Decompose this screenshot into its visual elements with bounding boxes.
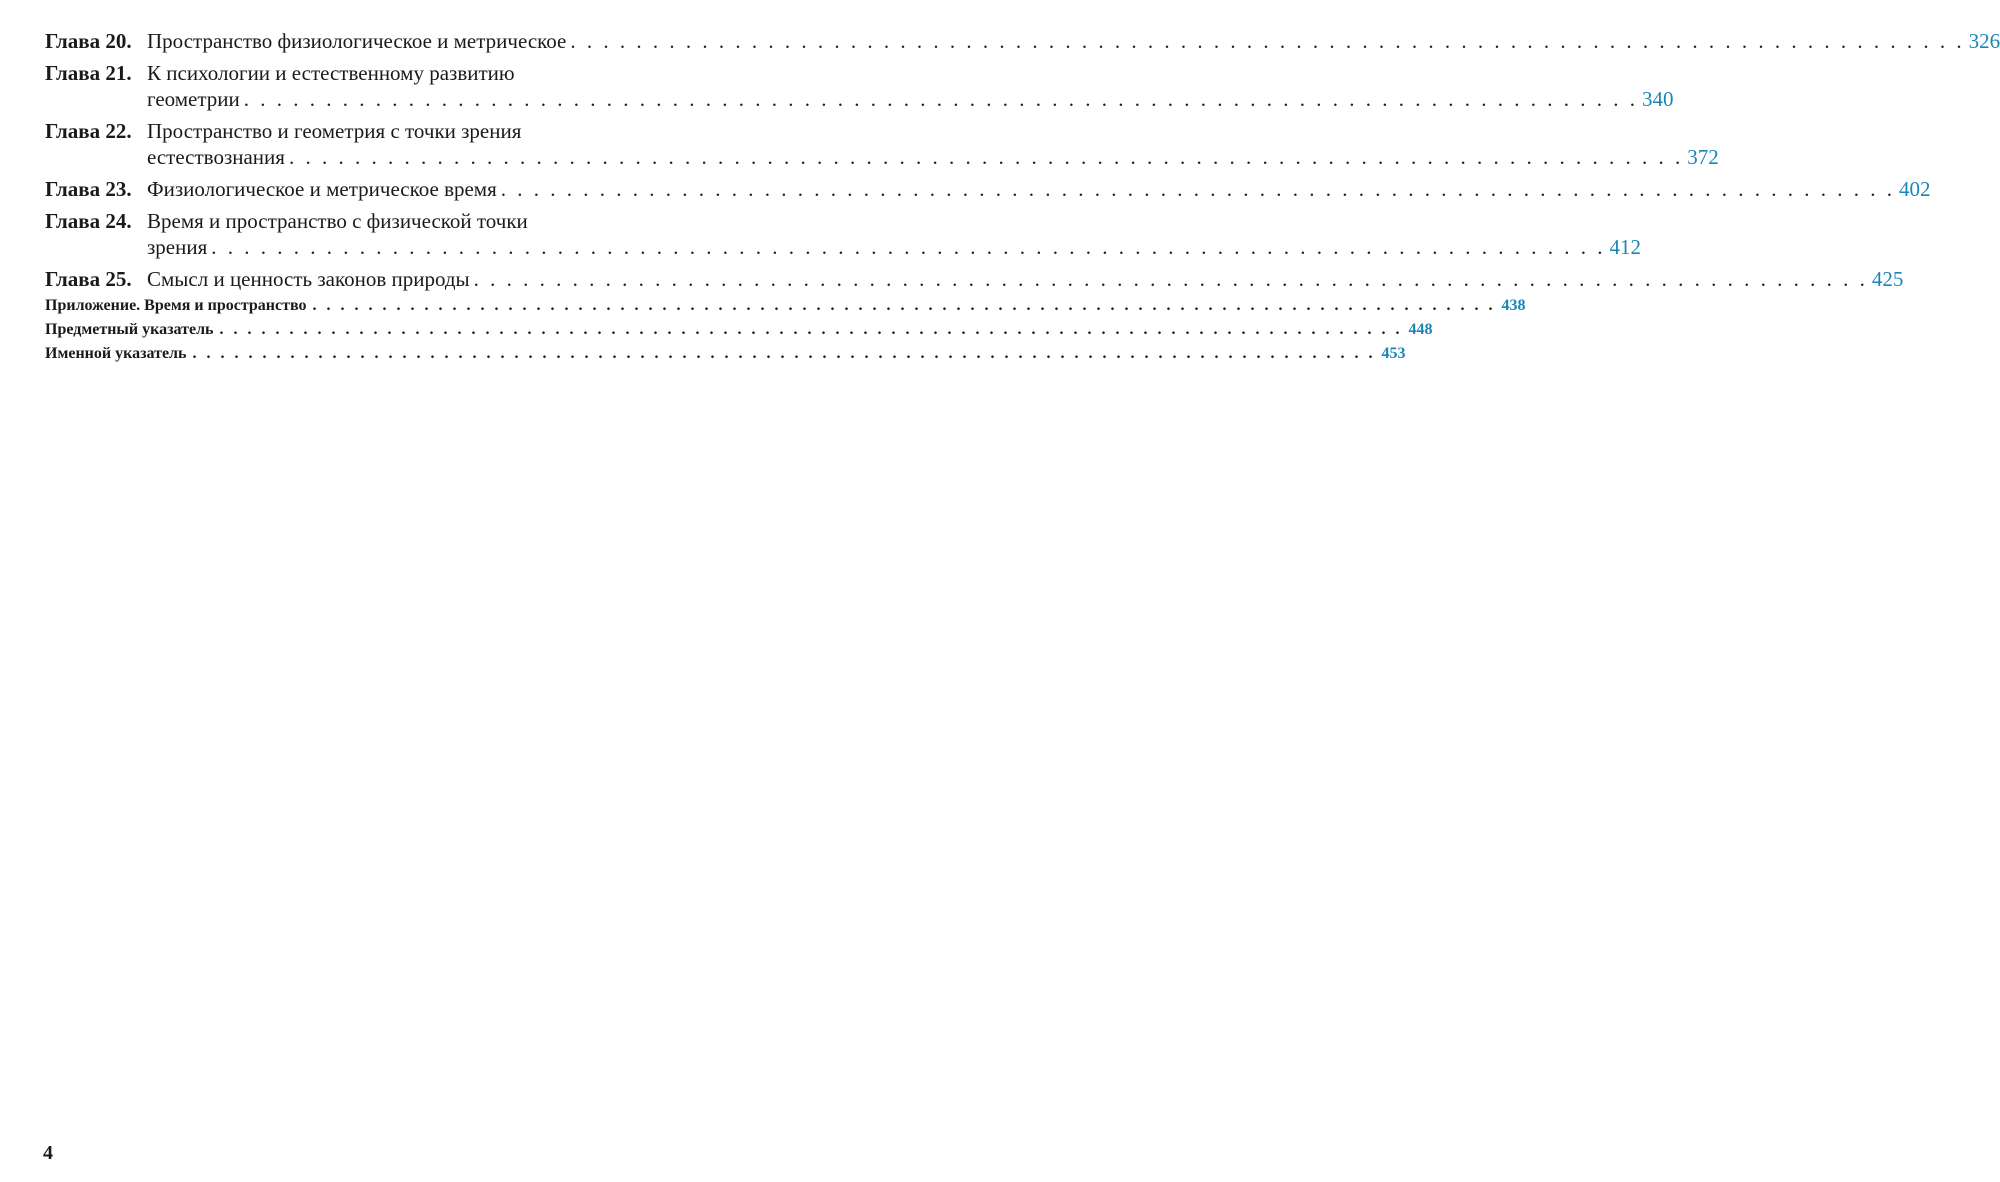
chapter-label: Глава 25. (45, 267, 132, 291)
toc-entry-chapter-22[interactable] (45, 118, 1719, 170)
appendix-title: Приложение. Время и пространство (45, 297, 307, 314)
page-link[interactable]: 340 (1642, 87, 1674, 111)
page-link[interactable]: 372 (1687, 145, 1719, 169)
subject-index-title: Предметный указатель (45, 321, 214, 338)
toc-entry-chapter-20[interactable] (45, 28, 2000, 54)
page-link[interactable]: 412 (1609, 235, 1642, 259)
dot-leader: . . . . . . . . . . . . . . . . . . . . . . . . . . . . . . . . . . . . . . . . . . . . . . . . . . . . . . . . . . . . . . . . . . . . . . . . . . . . . . . . . . . . . (211, 235, 1606, 259)
page-link[interactable]: 453 (1381, 345, 1406, 362)
chapter-label: Глава 24. (45, 209, 132, 233)
toc-entry-chapter-21[interactable] (45, 60, 1674, 112)
dot-leader: . . . . . . . . . . . . . . . . . . . . . . . . . . . . . . . . . . . . . . . . . . . . . . . . . . . . . . . . . . . . . . . . . . . . . . . . . . . . . . . . . . . . . (312, 297, 1496, 314)
page-link[interactable]: 402 (1899, 177, 1931, 201)
dot-leader: . . . . . . . . . . . . . . . . . . . . . . . . . . . . . . . . . . . . . . . . . . . . . . . . . . . . . . . . . . . . . . . . . . . . . . . . . . . . . . . . . . . . . (288, 145, 1684, 169)
dot-leader: . . . . . . . . . . . . . . . . . . . . . . . . . . . . . . . . . . . . . . . . . . . . . . . . . . . . . . . . . . . . . . . . . . . . . . . . . . . . . . . . . . . . . (243, 87, 1639, 111)
page-link[interactable]: 438 (1501, 297, 1526, 314)
page-link[interactable]: 448 (1408, 321, 1433, 338)
chapter-label: Глава 23. (45, 177, 132, 201)
chapter-label: Глава 20. (45, 29, 132, 53)
chapter-label: Глава 21. (45, 61, 132, 85)
chapter-title: Смысл и ценность законов природы (147, 267, 470, 291)
toc-entry-chapter-25[interactable] (45, 266, 1904, 292)
chapter-title: Время и пространство с физической точки (147, 209, 528, 233)
name-index-title: Именной указатель (45, 345, 187, 362)
dot-leader: . . . . . . . . . . . . . . . . . . . . . . . . . . . . . . . . . . . . . . . . . . . . . . . . . . . . . . . . . . . . . . . . . . . . . . . . . . . . . . . . . . . . . (219, 321, 1403, 338)
chapter-title: Физиологическое и метрическое время (147, 177, 497, 201)
page-number: 4 (43, 1142, 53, 1164)
toc-entry-name-index[interactable] (45, 342, 1406, 366)
chapter-title-continued: геометрии (147, 87, 240, 111)
dot-leader: . . . . . . . . . . . . . . . . . . . . . . . . . . . . . . . . . . . . . . . . . . . . . . . . . . . . . . . . . . . . . . . . . . . . . . . . . . . . . . . . . . . . . (500, 177, 1896, 201)
dot-leader: . . . . . . . . . . . . . . . . . . . . . . . . . . . . . . . . . . . . . . . . . . . . . . . . . . . . . . . . . . . . . . . . . . . . . . . . . . . . . . . . . . . . . (192, 345, 1376, 362)
toc-entry-chapter-24[interactable] (45, 208, 1642, 260)
chapter-title: Пространство и геометрия с точки зрения (147, 119, 522, 143)
toc-entry-appendix[interactable] (45, 294, 1526, 318)
chapter-title-continued: зрения (147, 235, 208, 259)
table-of-contents (45, 28, 2000, 366)
chapter-title: Пространство физиологическое и метрическое (147, 29, 567, 53)
page-link[interactable]: 326 (1968, 29, 2000, 53)
chapter-title-continued: естествознания (147, 145, 285, 169)
chapter-label: Глава 22. (45, 119, 132, 143)
dot-leader: . . . . . . . . . . . . . . . . . . . . . . . . . . . . . . . . . . . . . . . . . . . . . . . . . . . . . . . . . . . . . . . . . . . . . . . . . . . . . . . . . . . . . (570, 29, 1965, 53)
toc-entry-chapter-23[interactable] (45, 176, 1931, 202)
dot-leader: . . . . . . . . . . . . . . . . . . . . . . . . . . . . . . . . . . . . . . . . . . . . . . . . . . . . . . . . . . . . . . . . . . . . . . . . . . . . . . . . . . . . . (473, 267, 1868, 291)
chapter-title: К психологии и естественному развитию (147, 61, 515, 85)
toc-entry-subject-index[interactable] (45, 318, 1433, 342)
page-link[interactable]: 425 (1871, 267, 1904, 291)
